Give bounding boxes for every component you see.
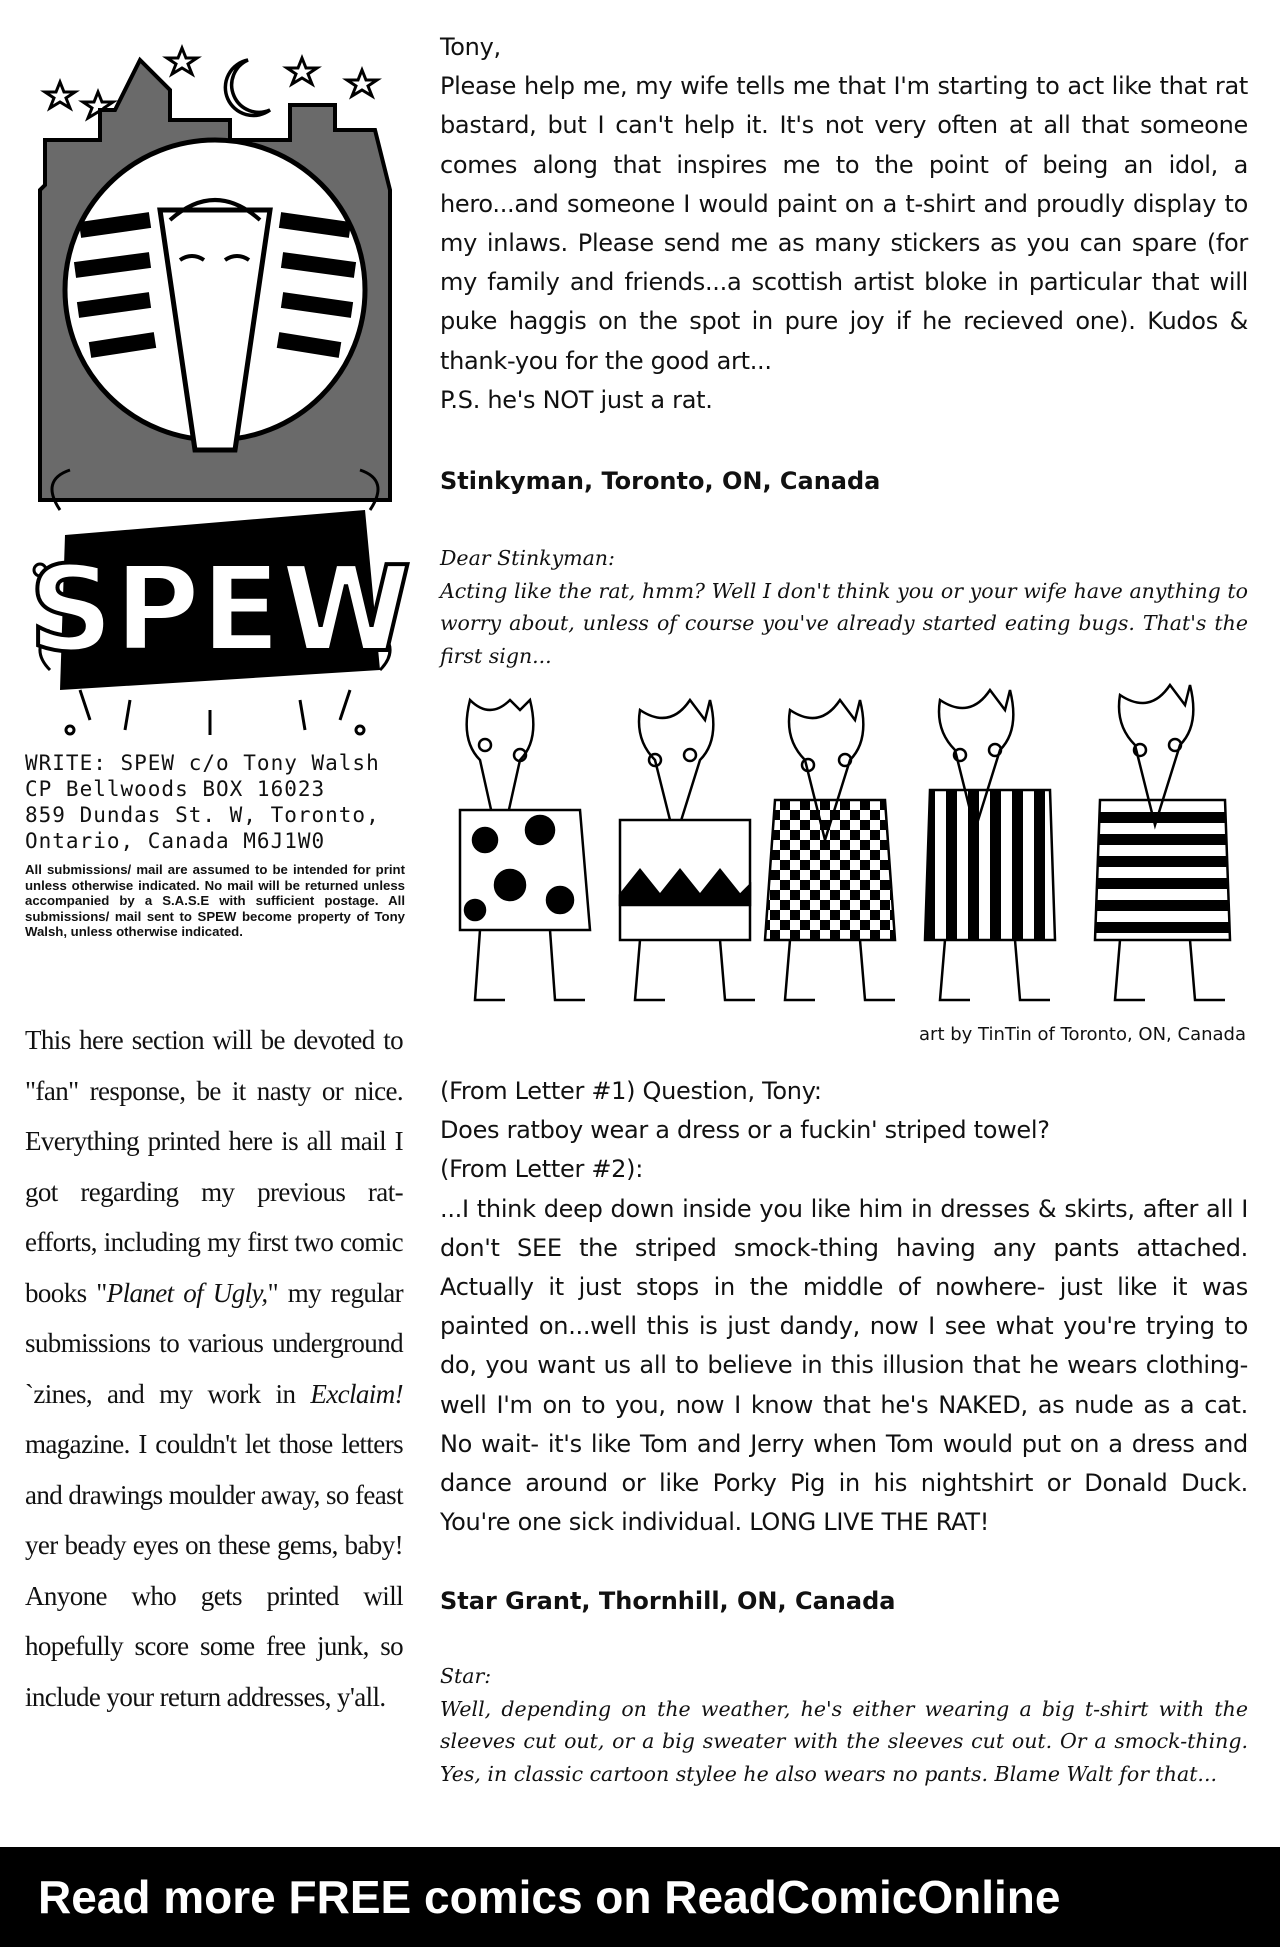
reply-1 <box>440 542 1248 672</box>
rat-figure-horizontal-stripes <box>1095 685 1230 1000</box>
letter-1-ps: P.S. he's NOT just a rat. <box>440 385 713 414</box>
letter-2-signature: Star Grant, Thornhill, ON, Canada <box>440 1587 896 1615</box>
intro-text <box>25 1015 403 1722</box>
promo-banner[interactable] <box>0 1847 1280 1947</box>
letter-1-salutation: Tony, <box>440 33 501 61</box>
letter-2 <box>440 1072 1248 1542</box>
letter-1-body: Please help me, my wife tells me that I'm starting to act like that rat bastard, but I can't help it. It's not very often at all that someone comes along that inspires me to the point of being an idol, a hero...and someone I would paint on a t-shirt and proudly display to my inlaws. Please send me as many stickers as you can spare (for my family and friends...a scottish artist bloke in particular that will puke haggis on the spot in pure joy if he recieved one). Kudos & thank-you for the good art... <box>440 72 1248 375</box>
reply-2 <box>440 1660 1248 1790</box>
letter-2-body: ...I think deep down inside you like him in dresses & skirts, after all I don't SEE the striped smock-thing having any pants attached. Actually it just stops in the middle of nowhere- just like it was painted on...well this is just dandy, now I see what you're trying to do, you want us all to believe in this illusion that he wears clothing- well I'm on to you, now I know that he's NAKED, as nude as a cat. No wait- it's like Tom and Jerry when Tom would put on a dress and dance around or like Porky Pig in his nightshirt or Donald Duck. You're one sick individual. LONG LIVE THE RAT! <box>440 1194 1248 1537</box>
spew-title: SPEW <box>28 540 410 678</box>
rat-figure-polka-dot <box>460 700 590 1000</box>
letter-2-intro-1: (From Letter #1) Question, Tony: <box>440 1077 822 1105</box>
address-line: CP Bellwoods BOX 16023 <box>25 777 326 801</box>
intro-magazine-title: Exclaim! <box>310 1378 403 1409</box>
promo-banner-text[interactable]: Read more FREE comics on ReadComicOnline <box>38 1871 1061 1923</box>
address-line: WRITE: SPEW c/o Tony Walsh <box>25 751 380 775</box>
address-line: 859 Dundas St. W, Toronto, <box>25 803 380 827</box>
address-line: Ontario, Canada M6J1W0 <box>25 829 326 853</box>
rat-figure-checkered <box>765 700 895 1000</box>
mailing-address <box>25 750 405 854</box>
rat-figure-vertical-stripes <box>925 690 1055 1000</box>
reply-2-salutation: Star: <box>440 1664 492 1688</box>
reply-1-salutation: Dear Stinkyman: <box>440 546 615 570</box>
letter-1 <box>440 28 1248 420</box>
fan-art <box>440 680 1248 1030</box>
intro-comic-title: Planet of Ugly, <box>106 1277 268 1308</box>
spew-logo-illustration <box>20 30 410 740</box>
intro-part: " my regular submissions to various underground `zines, and my work in <box>25 1277 403 1409</box>
spew-logo <box>20 30 410 740</box>
letter-2-question: Does ratboy wear a dress or a fuckin' striped towel? <box>440 1116 1050 1145</box>
letter-1-signature: Stinkyman, Toronto, ON, Canada <box>440 467 881 495</box>
letter-2-intro-2: (From Letter #2): <box>440 1155 643 1184</box>
submission-fine-print: All submissions/ mail are assumed to be intended for print unless otherwise indicated. No mail will be returned unless accompanied by a S.A.S.E with sufficient postage. All submissions/ mail sent to SPEW become property of Tony Walsh, unless otherwise indicated. <box>25 862 405 940</box>
rat-figure-zigzag <box>620 700 755 1000</box>
fan-art-illustration <box>440 680 1248 1030</box>
intro-part: This here section will be devoted to "fan" response, be it nasty or nice. Everything printed here is all mail I got regarding my previous rat-efforts, including my first two comic books " <box>25 1025 403 1308</box>
intro-part: magazine. I couldn't let those letters and drawings moulder away, so feast yer beady eyes on these gems, baby! Anyone who gets printed will hopefully score some free junk, so include your return addresses, y'all. <box>25 1429 403 1712</box>
art-credit: art by TinTin of Toronto, ON, Canada <box>919 1024 1246 1045</box>
reply-2-body: Well, depending on the weather, he's either wearing a big t-shirt with the sleeves cut out, or a big sweater with the sleeves cut out. Or a smock-thing. Yes, in classic cartoon stylee he also wears no pants. Blame Walt for that... <box>440 1696 1248 1786</box>
reply-1-body: Acting like the rat, hmm? Well I don't think you or your wife have anything to worry about, unless of course you've already started eating bugs. That's the first sign... <box>440 578 1248 668</box>
